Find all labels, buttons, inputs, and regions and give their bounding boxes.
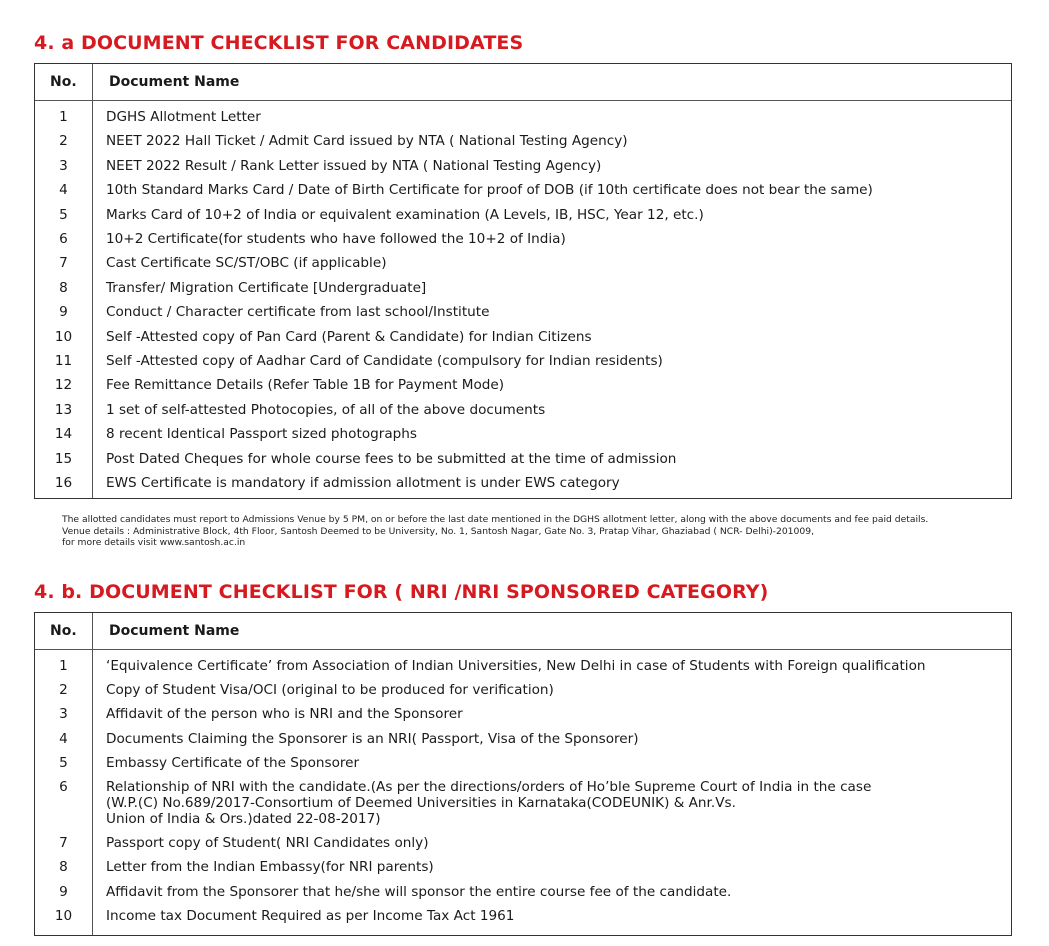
section-b-title: 4. b. DOCUMENT CHECKLIST FOR ( NRI /NRI SPONSORED CATEGORY): [34, 581, 769, 603]
row-number: 9: [59, 883, 68, 900]
section-a-title: 4. a DOCUMENT CHECKLIST FOR CANDIDATES: [34, 32, 524, 54]
document-name: Documents Claiming the Sponsorer is an NRI( Passport, Visa of the Sponsorer): [106, 730, 639, 747]
row-number: 3: [59, 706, 68, 723]
column-divider: [92, 64, 93, 498]
document-name: Embassy Certificate of the Sponsorer: [106, 754, 360, 771]
row-number: 7: [59, 255, 68, 272]
document-name: NEET 2022 Result / Rank Letter issued by NTA ( National Testing Agency): [106, 157, 602, 174]
candidate-checklist-table: [34, 63, 1012, 499]
document-name: Post Dated Cheques for whole course fees to be submitted at the time of admission: [106, 450, 677, 467]
document-name: Marks Card of 10+2 of India or equivalent examination (A Levels, IB, HSC, Year 12, etc.): [106, 206, 704, 223]
row-number: 8: [59, 279, 68, 296]
row-number: 2: [59, 682, 68, 699]
row-number: 14: [54, 426, 73, 443]
header-no: No.: [50, 623, 77, 639]
header-document-name: Document Name: [109, 74, 240, 90]
row-number: 4: [59, 182, 68, 199]
row-number: 3: [59, 157, 68, 174]
row-number: 6: [59, 231, 68, 247]
document-name: EWS Certificate is mandatory if admission allotment is under EWS category: [106, 475, 620, 491]
document-name: Letter from the Indian Embassy(for NRI parents): [106, 859, 434, 876]
document-name: Relationship of NRI with the candidate.(As per the directions/orders of Ho’ble Supreme Court of India in the case (W.P.(C) No.689/2017-Consortium of Deemed Universities in Karnataka(CODEUNIK) & Anr.Vs. Union of India & Ors.)dated 22-08-2017): [106, 779, 872, 827]
document-name: Conduct / Character certificate from last school/Institute: [106, 304, 490, 321]
table-header: [35, 613, 1011, 650]
row-number: 15: [54, 450, 73, 467]
table-header: [35, 64, 1011, 101]
row-number: 11: [54, 353, 73, 369]
document-name: Cast Certificate SC/ST/OBC (if applicable): [106, 255, 387, 272]
document-name: 10+2 Certificate(for students who have followed the 10+2 of India): [106, 231, 566, 247]
row-number: 10: [54, 907, 73, 924]
document-name: 8 recent Identical Passport sized photographs: [106, 426, 418, 443]
document-name: Fee Remittance Details (Refer Table 1B for Payment Mode): [106, 377, 505, 394]
row-number: 5: [59, 206, 68, 223]
document-name: Passport copy of Student( NRI Candidates only): [106, 835, 429, 852]
row-number: 6: [59, 779, 68, 795]
row-number: 13: [54, 401, 73, 418]
header-no: No.: [50, 74, 77, 90]
header-document-name: Document Name: [109, 623, 240, 639]
document-name: NEET 2022 Hall Ticket / Admit Card issued by NTA ( National Testing Agency): [106, 133, 628, 150]
document-name: Income tax Document Required as per Income Tax Act 1961: [106, 907, 515, 924]
document-name: 10th Standard Marks Card / Date of Birth Certificate for proof of DOB (if 10th certificate does not bear the same): [106, 182, 873, 199]
document-name: Self -Attested copy of Aadhar Card of Candidate (compulsory for Indian residents): [106, 353, 663, 369]
document-name: ‘Equivalence Certificate’ from Association of Indian Universities, New Delhi in case of Students with Foreign qualification: [106, 658, 926, 674]
row-number: 4: [59, 730, 68, 747]
row-number: 2: [59, 133, 68, 150]
row-number: 10: [54, 328, 73, 345]
row-number: 1: [59, 109, 68, 125]
document-name: DGHS Allotment Letter: [106, 109, 261, 125]
row-number: 1: [59, 658, 68, 674]
row-number: 16: [54, 475, 73, 491]
document-name: Transfer/ Migration Certificate [Undergraduate]: [106, 279, 427, 296]
document-name: 1 set of self-attested Photocopies, of all of the above documents: [106, 401, 546, 418]
row-number: 8: [59, 859, 68, 876]
document-name: Affidavit from the Sponsorer that he/she will sponsor the entire course fee of the candidate.: [106, 883, 732, 900]
nri-checklist-table: [34, 612, 1012, 936]
row-number: 5: [59, 754, 68, 771]
row-number: 12: [54, 377, 73, 394]
document-name: Copy of Student Visa/OCI (original to be produced for verification): [106, 682, 554, 699]
document-name: Affidavit of the person who is NRI and the Sponsorer: [106, 706, 463, 723]
reporting-note: The allotted candidates must report to Admissions Venue by 5 PM, on or before the last date mentioned in the DGHS allotment letter, along with the above documents and fee paid details. Venue details : Administrative Block, 4th Floor, Santosh Deemed to be University, No. 1, Santosh Nagar, Gate No. 3, Pratap Vihar, Ghaziabad ( NCR- Delhi)-201009, for more details visit www.santosh.ac.in: [62, 514, 929, 548]
row-number: 7: [59, 835, 68, 852]
document-name: Self -Attested copy of Pan Card (Parent & Candidate) for Indian Citizens: [106, 328, 592, 345]
column-divider: [92, 613, 93, 935]
row-number: 9: [59, 304, 68, 321]
